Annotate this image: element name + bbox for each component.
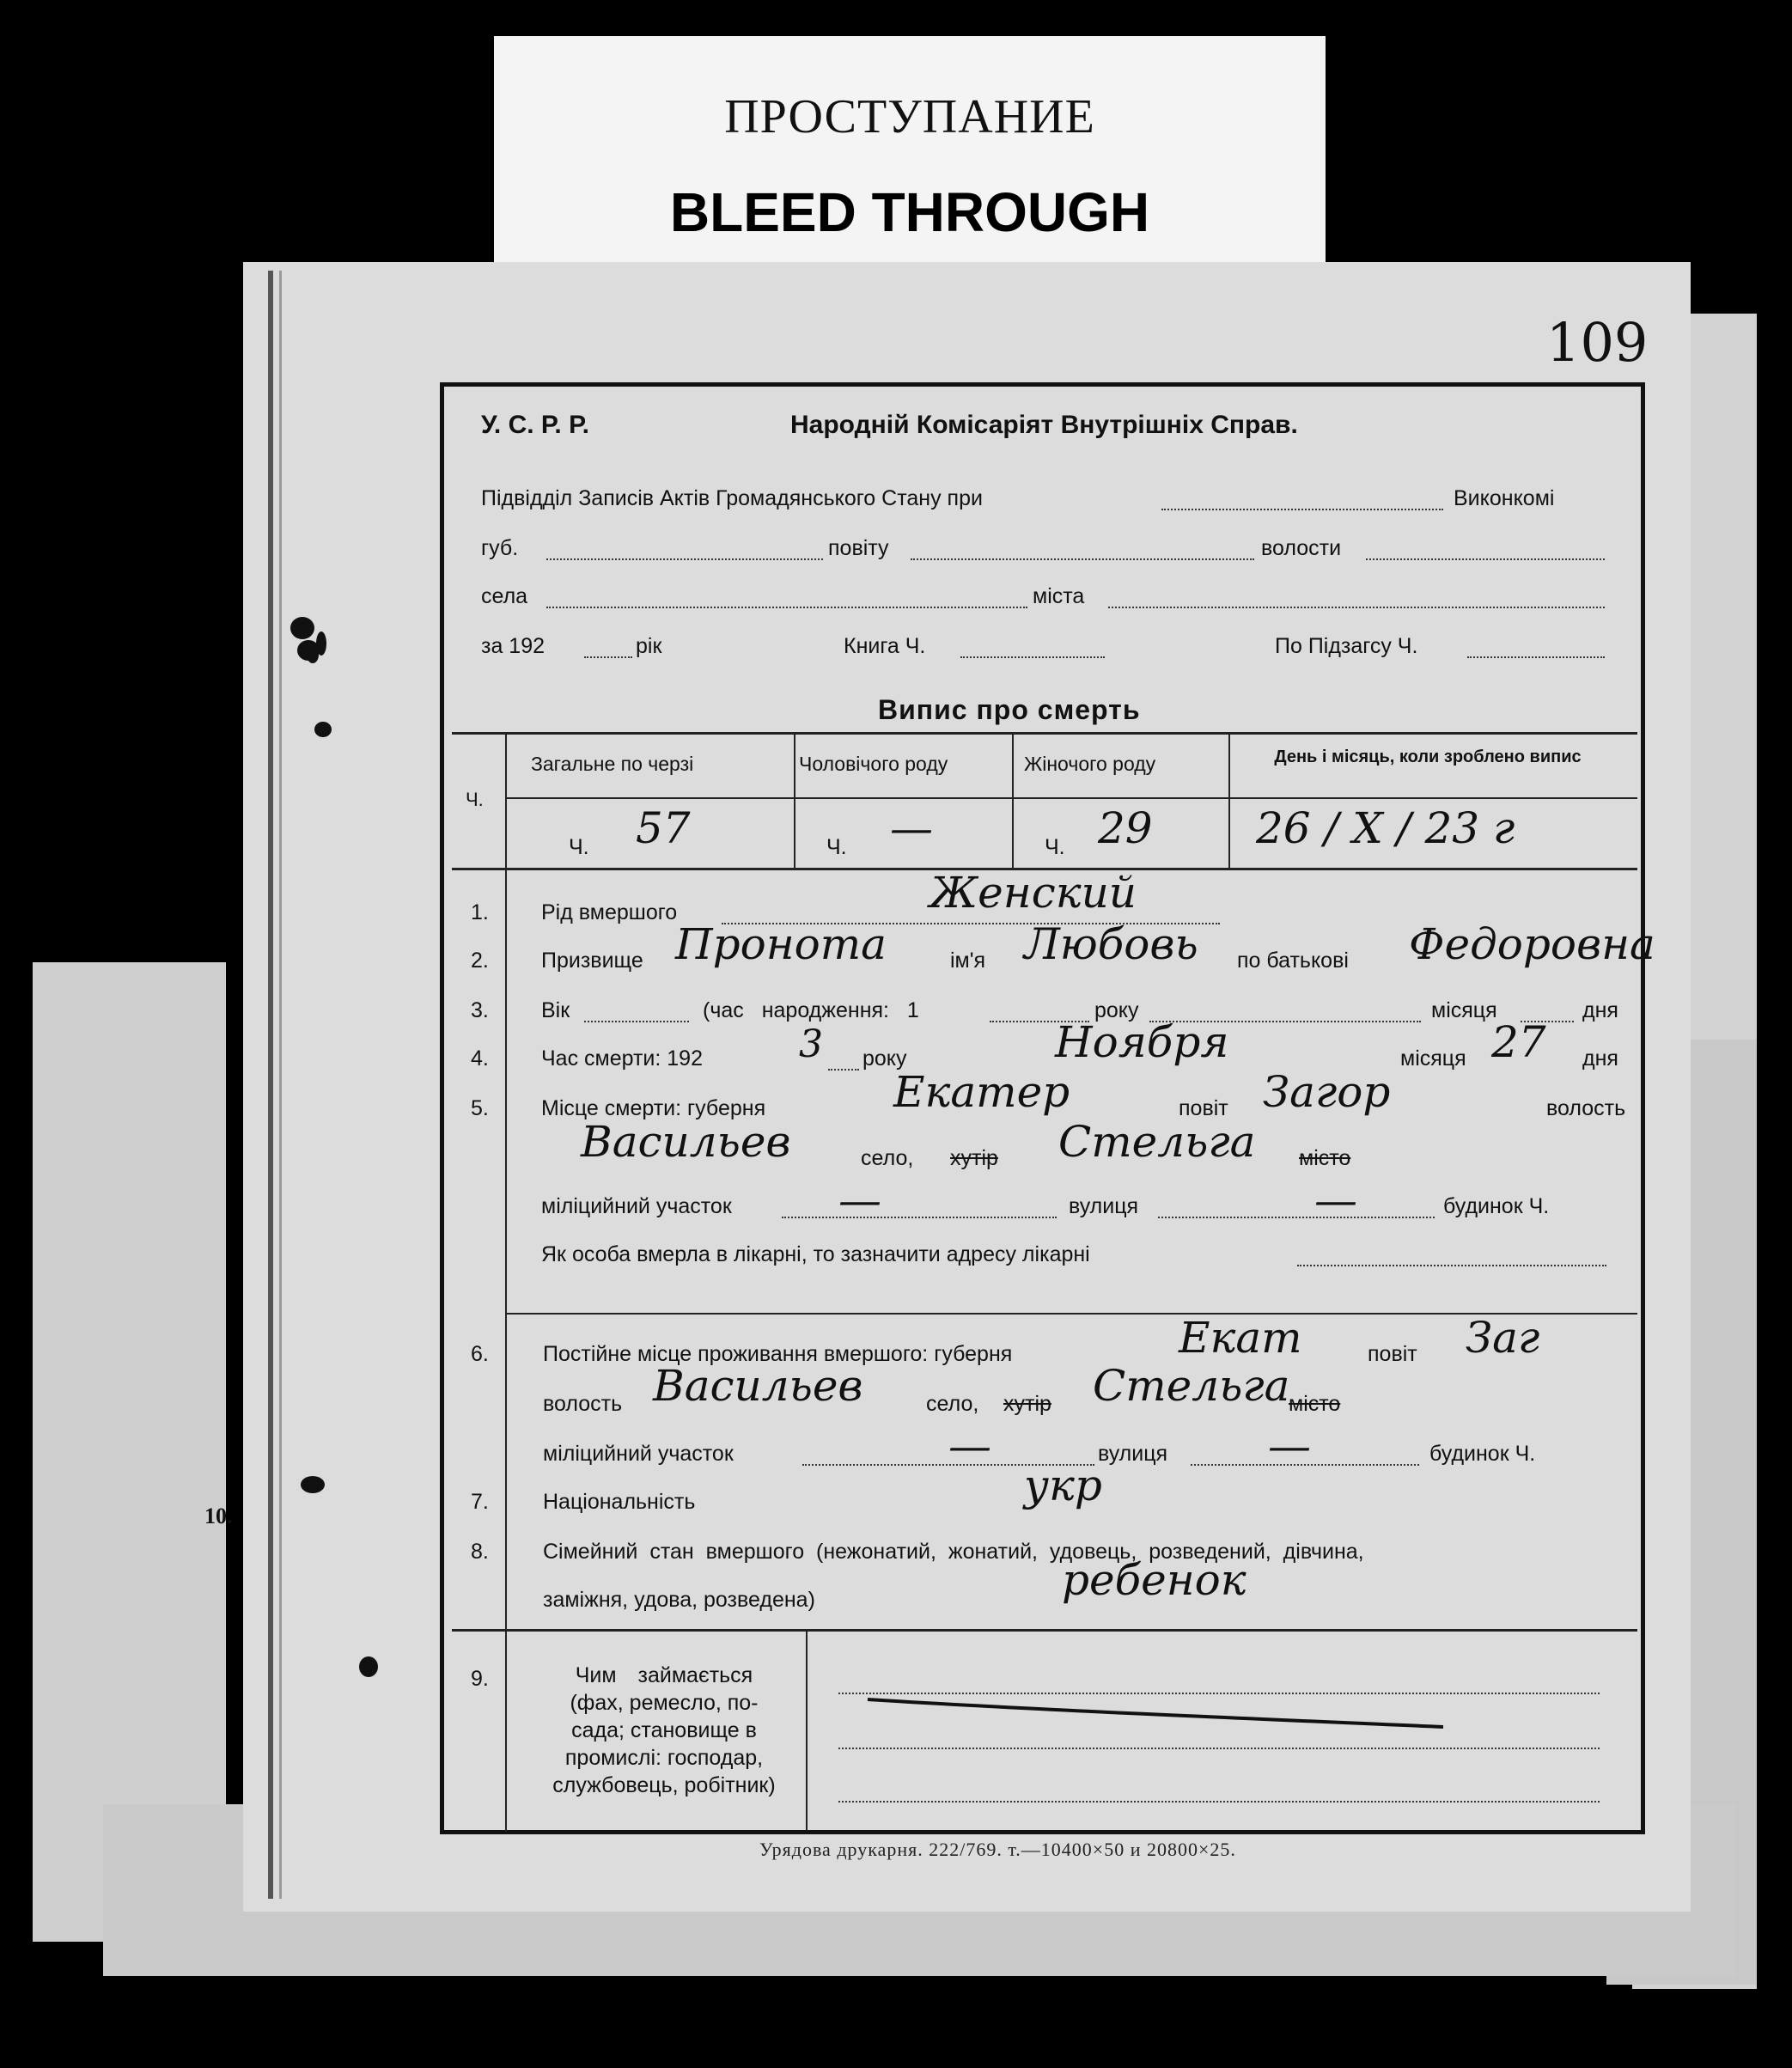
res-street-value: — <box>1268 1421 1311 1471</box>
total-value: 57 <box>636 803 691 853</box>
povit-label: повіту <box>828 536 889 560</box>
year-label: за 192 <box>481 634 546 658</box>
col-female-header: Жіночого роду <box>1024 753 1156 775</box>
fill-line <box>584 656 632 658</box>
table-divider <box>1012 732 1014 868</box>
death-day-unit: дня <box>1582 1046 1618 1071</box>
section-rule <box>452 1629 1637 1632</box>
printer-footer: Урядова друкарня. 222/769. т.—10400×50 и 20800×25. <box>759 1839 1236 1860</box>
death-year-value: 3 <box>799 1022 823 1066</box>
table-number-label: Ч. <box>466 789 484 810</box>
ink-blot <box>301 1476 325 1493</box>
gub-label: губ. <box>481 536 519 560</box>
fill-line <box>782 1217 1057 1218</box>
res-povit-value: Заг <box>1466 1313 1540 1363</box>
death-militia-value: — <box>838 1175 881 1225</box>
fill-line <box>911 558 1254 560</box>
col-total-header: Загальне по черзі <box>531 753 694 775</box>
occupation-label-1: Чим займається <box>575 1663 753 1687</box>
residence-label: Постійне місце проживання вмершого: губерня <box>543 1342 1013 1366</box>
fill-line <box>838 1748 1600 1749</box>
commissariat-title: Народній Комісаріят Внутрішніх Справ. <box>790 411 1298 439</box>
occupation-label-5: службовець, робітник) <box>552 1773 776 1797</box>
death-misto-label: місто <box>1299 1146 1351 1170</box>
table-top-rule <box>452 732 1637 735</box>
fill-line <box>1366 558 1605 560</box>
subdivision-label: Підвідділ Записів Актів Громадянського Стану при <box>481 486 983 510</box>
fill-line <box>546 607 1027 608</box>
res-selo-value: Стельга <box>1093 1361 1290 1411</box>
hospital-label: Як особа вмерла в лікарні, то зазначити адресу лікарні <box>541 1242 1090 1266</box>
birth-label: (час народження: 1 <box>703 998 919 1022</box>
row-number: 5. <box>471 1096 489 1120</box>
ink-blot <box>290 617 314 639</box>
page-number: 109 <box>1546 311 1649 374</box>
death-khutir-label: хутір <box>950 1146 998 1170</box>
occupation-label-4: промислі: господар, <box>564 1746 764 1770</box>
death-militia-label: міліцийний участок <box>541 1194 732 1218</box>
surname-label: Призвище <box>541 949 643 973</box>
death-volost-value: Васильев <box>581 1117 791 1167</box>
table-divider <box>1228 732 1230 868</box>
nationality-value: укр <box>1024 1461 1102 1510</box>
row-number: 3. <box>471 998 489 1022</box>
fill-line <box>838 1801 1600 1803</box>
res-volost-label: волость <box>543 1392 623 1416</box>
fill-line <box>828 1069 859 1071</box>
side-number: 10. <box>204 1504 233 1528</box>
death-street-label: вулиця <box>1069 1194 1139 1218</box>
underlying-sheet-left <box>33 962 226 1942</box>
family-label-line1: Сімейний стан вмершого (нежонатий, жонатий, удовець, розведений, дівчина, <box>543 1540 1364 1564</box>
label-english: BLEED THROUGH <box>669 181 1150 243</box>
republic-abbrev: У. С. Р. Р. <box>481 411 589 439</box>
table-divider <box>794 732 795 868</box>
family-value: ребенок <box>1062 1555 1246 1605</box>
subzags-label: По Підзагсу Ч. <box>1275 634 1418 658</box>
name-label: ім'я <box>950 949 986 973</box>
death-year-unit: року <box>862 1046 907 1071</box>
res-khutir-label: хутір <box>1003 1392 1051 1416</box>
total-ch-label: Ч. <box>569 835 589 859</box>
death-street-value: — <box>1314 1175 1357 1225</box>
book-label: Книга Ч. <box>844 634 926 658</box>
row-number: 4. <box>471 1046 489 1071</box>
death-time-label: Час смерти: 192 <box>541 1046 703 1071</box>
name-value: Любовь <box>1024 919 1198 969</box>
ink-blot <box>316 631 326 656</box>
sex-value: Женский <box>930 868 1137 918</box>
res-militia-label: міліцийний участок <box>543 1442 734 1466</box>
row-number: 9. <box>471 1667 489 1691</box>
fill-line <box>1161 509 1443 510</box>
death-month-value: Ноября <box>1055 1017 1229 1067</box>
fill-line <box>546 558 823 560</box>
volost-label: волости <box>1261 536 1342 560</box>
res-gub-value: Екат <box>1179 1313 1302 1363</box>
nationality-label: Національність <box>543 1490 696 1514</box>
row-number-divider <box>505 868 507 1832</box>
rik-label: рік <box>636 634 662 658</box>
res-house-label: будинок Ч. <box>1429 1442 1536 1466</box>
table-mid-rule <box>507 797 1637 799</box>
res-volost-value: Васильев <box>653 1361 863 1411</box>
death-gub-value: Екатер <box>893 1067 1070 1117</box>
col-male-header: Чоловічого роду <box>799 753 948 775</box>
year-unit: року <box>1094 998 1139 1022</box>
female-ch-label: Ч. <box>1045 835 1065 859</box>
sex-label: Рід вмершого <box>541 900 678 924</box>
patronymic-label: по батькові <box>1237 949 1349 973</box>
misto-label: міста <box>1033 584 1085 608</box>
death-house-label: будинок Ч. <box>1443 1194 1550 1218</box>
executive-label: Виконкомі <box>1454 486 1555 510</box>
death-place-label: Місце смерти: губерня <box>541 1096 766 1120</box>
male-value: — <box>890 803 933 853</box>
row-number: 6. <box>471 1342 489 1366</box>
date-value: 26 / X / 23 г <box>1256 803 1515 853</box>
death-day-value: 27 <box>1491 1017 1546 1067</box>
fill-line <box>1297 1265 1606 1266</box>
occupation-label-3: сада; становище в <box>571 1718 757 1742</box>
label-russian: ПРОСТУПАНИЕ <box>724 90 1095 143</box>
death-selo-label: село, <box>861 1146 914 1170</box>
page-fold-line-2 <box>279 271 282 1899</box>
fill-line <box>1108 607 1605 608</box>
selo-label: села <box>481 584 528 608</box>
death-month-unit: місяця <box>1400 1046 1466 1071</box>
res-povit-label: повіт <box>1368 1342 1417 1366</box>
occupation-label-2: (фах, ремесло, по- <box>570 1691 759 1715</box>
death-povit-label: повіт <box>1179 1096 1228 1120</box>
occupation-strike-stroke <box>859 1684 1460 1744</box>
ink-blot <box>314 722 332 737</box>
col-date-header: День і місяць, коли зроблено випис <box>1274 747 1582 766</box>
row-number: 7. <box>471 1490 489 1514</box>
page-fold-line <box>268 271 273 1899</box>
res-misto-label: місто <box>1289 1392 1341 1416</box>
fill-line <box>1158 1217 1435 1218</box>
surname-value: Пронота <box>675 919 887 969</box>
bleed-through-label-card <box>494 36 1326 264</box>
fill-line <box>584 1021 689 1022</box>
occupation-divider <box>806 1631 808 1830</box>
month-unit: місяця <box>1431 998 1497 1022</box>
res-street-label: вулиця <box>1098 1442 1168 1466</box>
female-value: 29 <box>1098 803 1153 853</box>
patronymic-value: Федоровна <box>1409 919 1655 969</box>
document-title: Випис про смерть <box>878 694 1141 725</box>
res-militia-value: — <box>948 1421 991 1471</box>
fill-line <box>1467 656 1605 658</box>
day-unit: дня <box>1582 998 1618 1022</box>
male-ch-label: Ч. <box>826 835 847 859</box>
death-povit-value: Загор <box>1263 1067 1391 1117</box>
row-number: 2. <box>471 949 489 973</box>
fill-line <box>960 656 1105 658</box>
death-selo-value: Стельга <box>1058 1117 1256 1167</box>
row-number: 1. <box>471 900 489 924</box>
table-divider <box>505 732 507 868</box>
age-label: Вік <box>541 998 570 1022</box>
ink-blot <box>359 1656 378 1677</box>
row-number: 8. <box>471 1540 489 1564</box>
death-volost-label: волость <box>1546 1096 1626 1120</box>
family-label-line2: заміжня, удова, розведена) <box>543 1588 815 1612</box>
res-selo-label: село, <box>926 1392 979 1416</box>
